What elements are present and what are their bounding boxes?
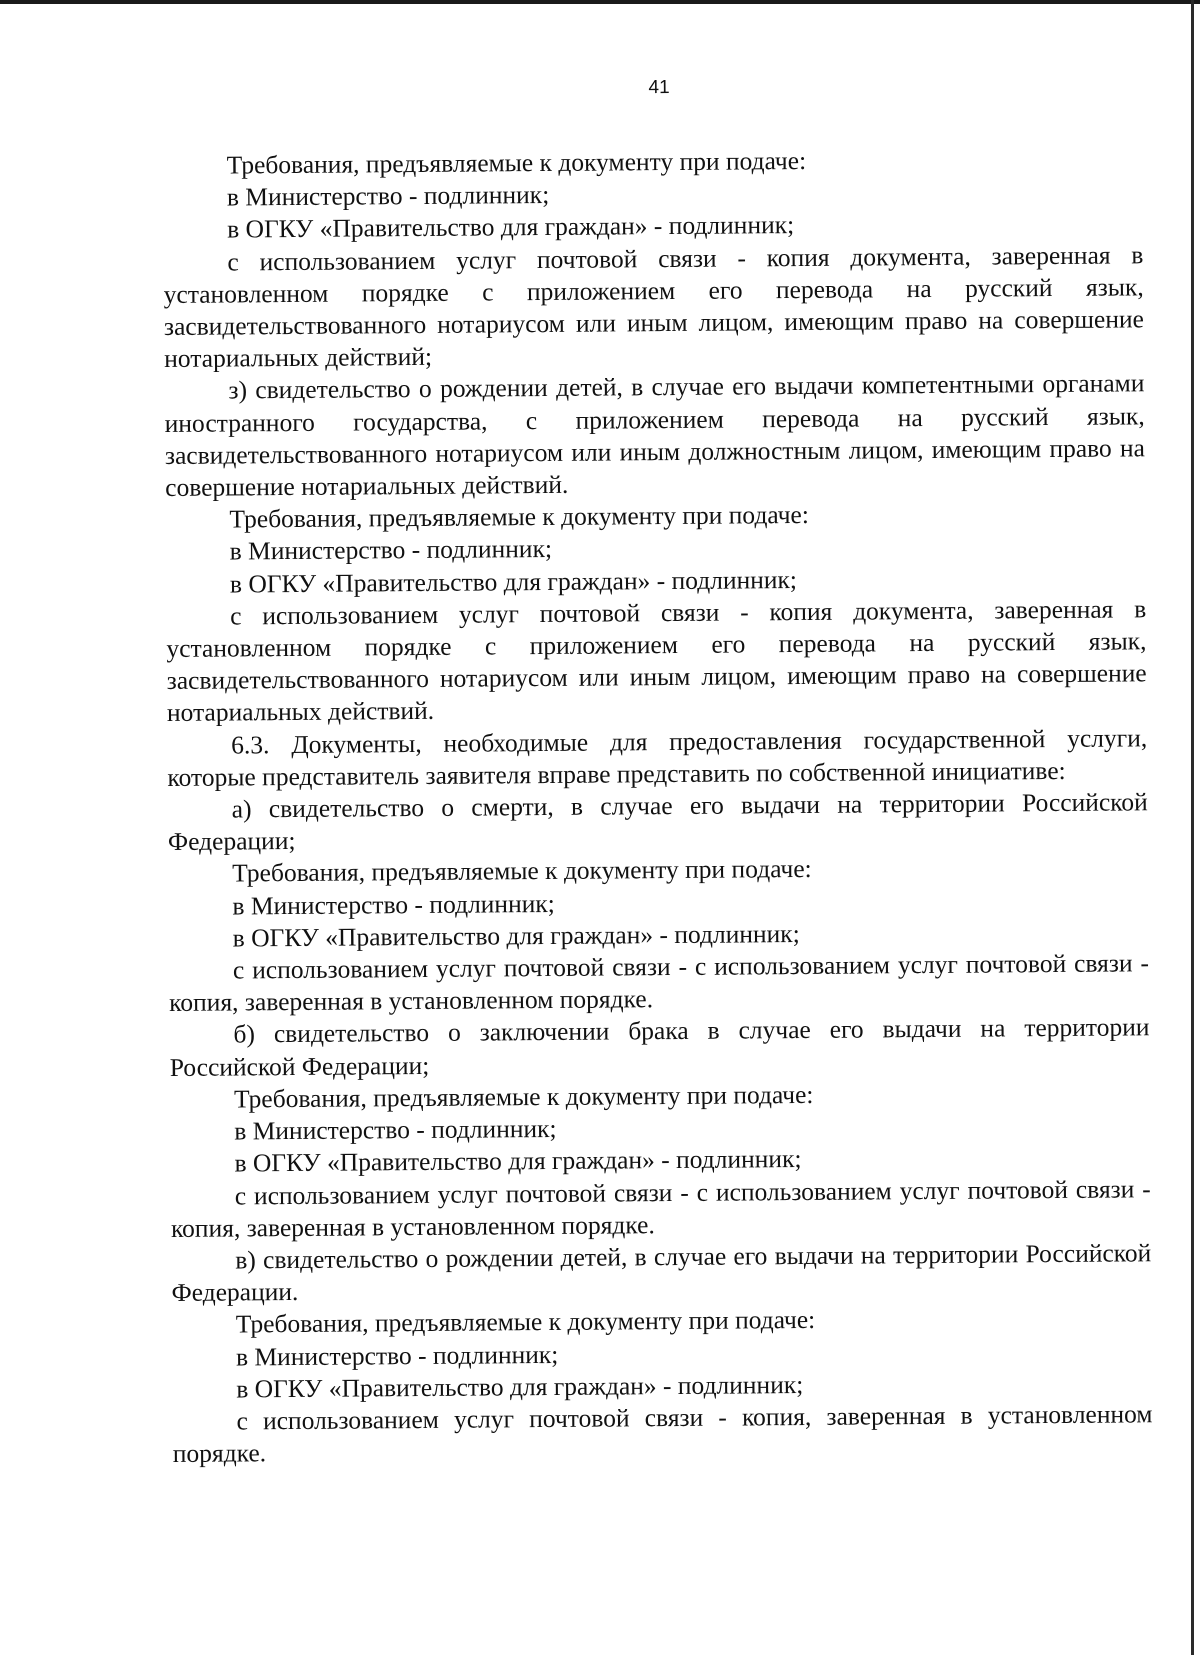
scan-edge-top bbox=[0, 0, 1200, 4]
paragraph-item-b: б) свидетельство о заключении брака в случае его выдачи на территории Российской Федерации; bbox=[169, 1012, 1150, 1082]
scan-edge-right bbox=[1191, 0, 1194, 1655]
paragraph-ogku-4: в ОГКУ «Правительство для граждан» - подлинник; bbox=[234, 1144, 802, 1178]
paragraph-postal-1: с использованием услуг почтовой связи - копия документа, заверенная в установленном порядке с приложением его перевода на русский язык, засвидетельствованного нотариусом или иным лицом, имеющим право на совершение нотариальных действий; bbox=[163, 239, 1145, 374]
paragraph-postal-2: с использованием услуг почтовой связи - копия документа, заверенная в установленном порядке с приложением его перевода на русский язык, засвидетельствованного нотариусом или иным лицом, имеющим право на совершение нотариальных действий. bbox=[166, 594, 1147, 728]
paragraph-ministry-5: в Министерство - подлинник; bbox=[235, 1339, 559, 1371]
paragraph-postal-3: с использованием услуг почтовой связи - с использованием услуг почтовой связи - копия, заверенная в установленном порядке. bbox=[169, 948, 1150, 1018]
page-number: 41 bbox=[648, 77, 670, 99]
paragraph-ministry-1: в Министерство - подлинник; bbox=[226, 180, 550, 212]
paragraph-ministry-4: в Министерство - подлинник; bbox=[234, 1114, 557, 1146]
paragraph-item-z: з) свидетельство о рождении детей, в случае его выдачи компетентными органами иностранного государства, с приложением перевода на русский язык, засвидетельствованного нотариусом или иным должностным лицом, имеющим право на совершение нотариальных действий. bbox=[164, 368, 1146, 503]
paragraph-postal-5: с использованием услуг почтовой связи - копия, заверенная в установленном порядке. bbox=[172, 1399, 1153, 1469]
paragraph-requirements-4: Требования, предъявляемые к документу при подаче: bbox=[233, 1079, 814, 1114]
paragraph-ministry-2: в Министерство - подлинник; bbox=[229, 534, 553, 566]
paragraph-ogku-5: в ОГКУ «Правительство для граждан» - подлинник; bbox=[236, 1369, 804, 1404]
paragraph-requirements-1: Требования, предъявляемые к документу при подаче: bbox=[226, 145, 807, 180]
document-page bbox=[162, 72, 1153, 1470]
paragraph-item-a: а) свидетельство о смерти, в случае его выдачи на территории Российской Федерации; bbox=[167, 787, 1148, 857]
paragraph-ogku-1: в ОГКУ «Правительство для граждан» - подлинник; bbox=[227, 210, 795, 244]
paragraph-ministry-3: в Министерство - подлинник; bbox=[232, 888, 555, 921]
paragraph-postal-4: с использованием услуг почтовой связи - с использованием услуг почтовой связи - копия, заверенная в установленном порядке. bbox=[170, 1173, 1151, 1243]
paragraph-ogku-3: в ОГКУ «Правительство для граждан» - подлинник; bbox=[232, 918, 800, 953]
paragraph-requirements-3: Требования, предъявляемые к документу при подаче: bbox=[232, 854, 812, 888]
paragraph-section-6-3: 6.3. Документы, необходимые для предоставления государственной услуги, которые представитель заявителя вправе представить по собственной инициативе: bbox=[167, 722, 1148, 792]
paragraph-item-v: в) свидетельство о рождении детей, в случае его выдачи на территории Российской Федерации. bbox=[171, 1238, 1152, 1308]
paragraph-ogku-2: в ОГКУ «Правительство для граждан» - подлинник; bbox=[229, 564, 798, 599]
paragraph-requirements-5: Требования, предъявляемые к документу при подаче: bbox=[235, 1305, 816, 1339]
paragraph-requirements-2: Требования, предъявляемые к документу при подаче: bbox=[229, 500, 810, 534]
